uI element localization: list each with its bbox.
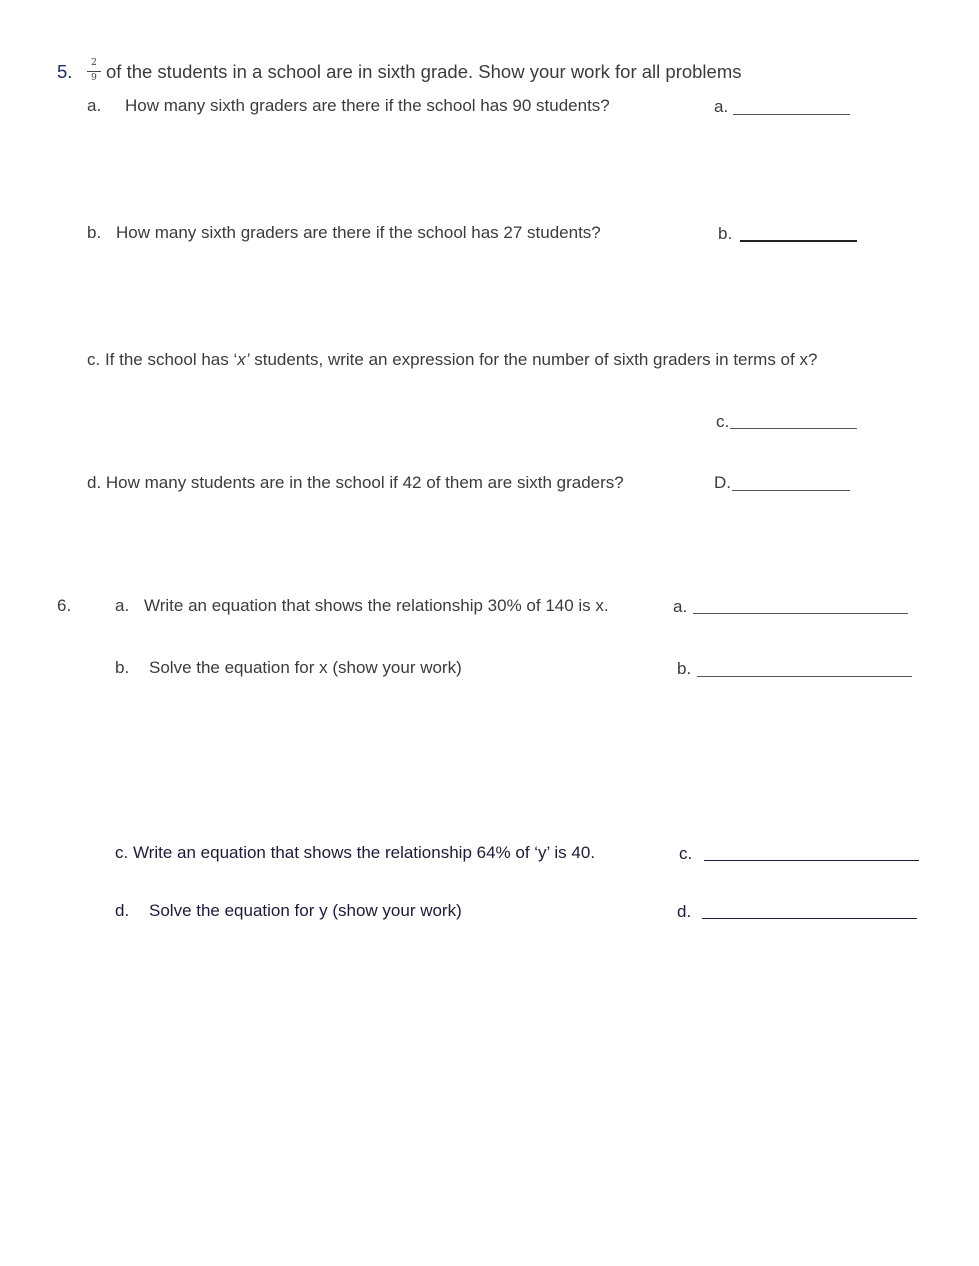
q5d-answer-label: D. <box>714 473 731 492</box>
fraction-denominator: 9 <box>91 73 97 83</box>
question-6-number: 6. <box>57 596 72 615</box>
q5d-answer-blank[interactable] <box>732 490 850 491</box>
q5c-variable: x’ <box>237 350 250 369</box>
q6a-answer-blank[interactable] <box>693 613 908 614</box>
q5b-answer-blank[interactable] <box>740 240 857 242</box>
fraction-two-ninths <box>86 58 102 86</box>
q5a-answer-label: a. <box>714 97 729 116</box>
q5c-text <box>87 350 817 370</box>
question-5-number: 5. <box>57 61 73 82</box>
q6a-text: Write an equation that shows the relationship 30% of 140 is x. <box>144 596 609 615</box>
q6d-answer-label: d. <box>677 902 692 921</box>
q5c-text-before: c. If the school has ‘ <box>87 350 238 369</box>
q5b-letter: b. <box>87 223 102 242</box>
q5b-text: How many sixth graders are there if the school has 27 students? <box>116 223 601 242</box>
q6c-answer-blank[interactable] <box>704 860 919 861</box>
q6b-answer-blank[interactable] <box>697 676 912 677</box>
q5c-answer-blank[interactable] <box>730 428 857 429</box>
q5c-text-after: students, write an expression for the number of sixth graders in terms of x? <box>249 350 818 369</box>
q6b-answer-label: b. <box>677 659 692 678</box>
q6c-text: c. Write an equation that shows the relationship 64% of ‘y’ is 40. <box>115 843 596 862</box>
q6d-text: Solve the equation for y (show your work) <box>149 901 462 920</box>
q6b-letter: b. <box>115 658 130 677</box>
q6c-answer-label: c. <box>679 844 693 863</box>
q5c-answer-label: c. <box>716 412 730 431</box>
q6d-answer-blank[interactable] <box>702 918 917 919</box>
q5d-text: d. How many students are in the school if 42 of them are sixth graders? <box>87 473 624 492</box>
q6b-text: Solve the equation for x (show your work) <box>149 658 462 677</box>
q5a-text: How many sixth graders are there if the school has 90 students? <box>125 96 610 115</box>
q6a-answer-label: a. <box>673 597 688 616</box>
q6d-letter: d. <box>115 901 130 920</box>
fraction-numerator: 2 <box>91 58 97 68</box>
fraction-bar <box>87 71 101 72</box>
q5a-answer-blank[interactable] <box>733 114 850 115</box>
q5a-letter: a. <box>87 96 102 115</box>
q5b-answer-label: b. <box>718 224 733 243</box>
question-5-intro: of the students in a school are in sixth grade. Show your work for all problems <box>106 61 742 82</box>
q6a-letter: a. <box>115 596 130 615</box>
